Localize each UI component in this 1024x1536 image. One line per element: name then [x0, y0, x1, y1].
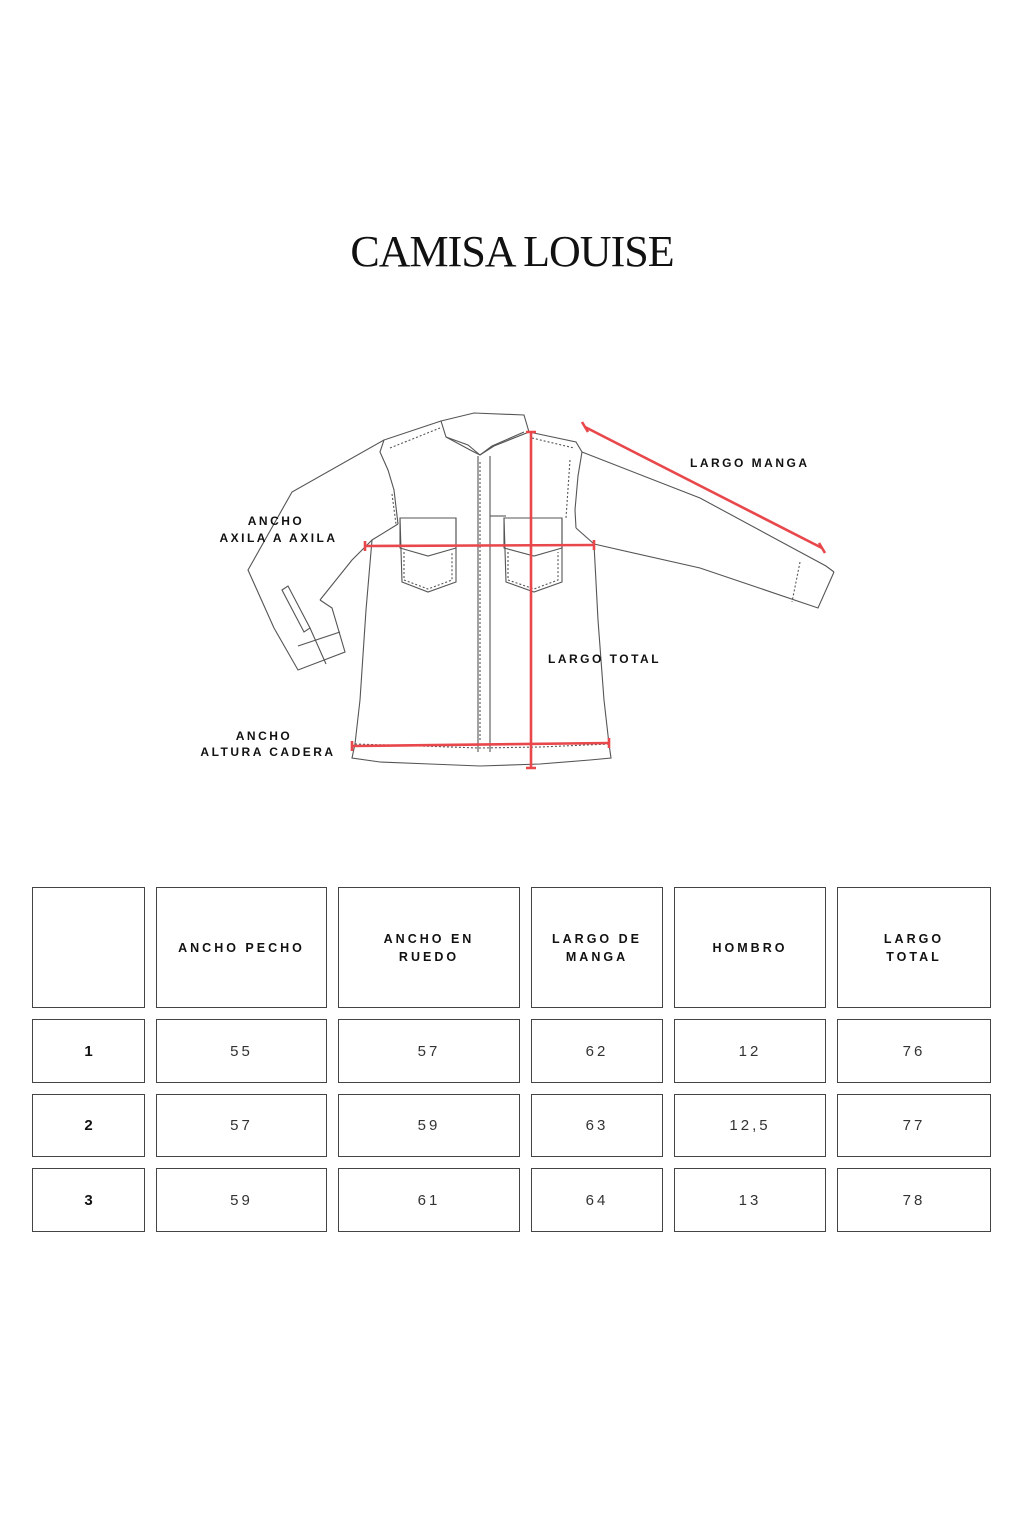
header-cell-ancho-pecho — [156, 887, 327, 1008]
label-ancho-axila-line1: ANCHO — [247, 514, 305, 528]
shirt-diagram — [0, 380, 1024, 800]
label-largo-manga: LARGO MANGA — [690, 456, 810, 470]
table-cell: 61 — [338, 1168, 520, 1232]
table-cell: 64 — [531, 1168, 663, 1232]
table-cell: 12,5 — [674, 1094, 826, 1157]
label-largo-total: LARGO TOTAL — [548, 652, 662, 666]
table-cell: 12 — [674, 1019, 826, 1083]
table-cell: 55 — [156, 1019, 327, 1083]
header-label: ANCHO EN RUEDO — [383, 931, 475, 964]
header-label: ANCHO PECHO — [178, 940, 305, 955]
table-cell: 59 — [156, 1168, 327, 1232]
table-cell: 76 — [837, 1019, 991, 1083]
header-label: LARGO TOTAL — [883, 931, 945, 964]
label-ancho-axila-line2: AXILA A AXILA — [219, 531, 338, 545]
table-cell: 78 — [837, 1168, 991, 1232]
row-size-label: 1 — [32, 1019, 145, 1083]
header-cell-hombro — [674, 887, 826, 1008]
table-cell: 63 — [531, 1094, 663, 1157]
page-title: CAMISA LOUISE — [350, 227, 674, 276]
header-cell-empty — [32, 887, 145, 1008]
header-cell-largo-manga — [531, 887, 663, 1008]
header-cell-ancho-ruedo — [338, 887, 520, 1008]
header-label: HOMBRO — [712, 940, 788, 955]
table-cell: 77 — [837, 1094, 991, 1157]
table-cell: 13 — [674, 1168, 826, 1232]
table-cell: 62 — [531, 1019, 663, 1083]
label-ancho-cadera-line2: ALTURA CADERA — [200, 745, 336, 759]
header-label: LARGO DE MANGA — [552, 931, 642, 964]
shirt-illustration — [0, 380, 1024, 800]
table-cell: 57 — [338, 1019, 520, 1083]
label-ancho-cadera-line1: ANCHO — [235, 729, 293, 743]
table-cell: 59 — [338, 1094, 520, 1157]
table-cell: 57 — [156, 1094, 327, 1157]
row-size-label: 2 — [32, 1094, 145, 1157]
header-cell-largo-total — [837, 887, 991, 1008]
row-size-label: 3 — [32, 1168, 145, 1232]
